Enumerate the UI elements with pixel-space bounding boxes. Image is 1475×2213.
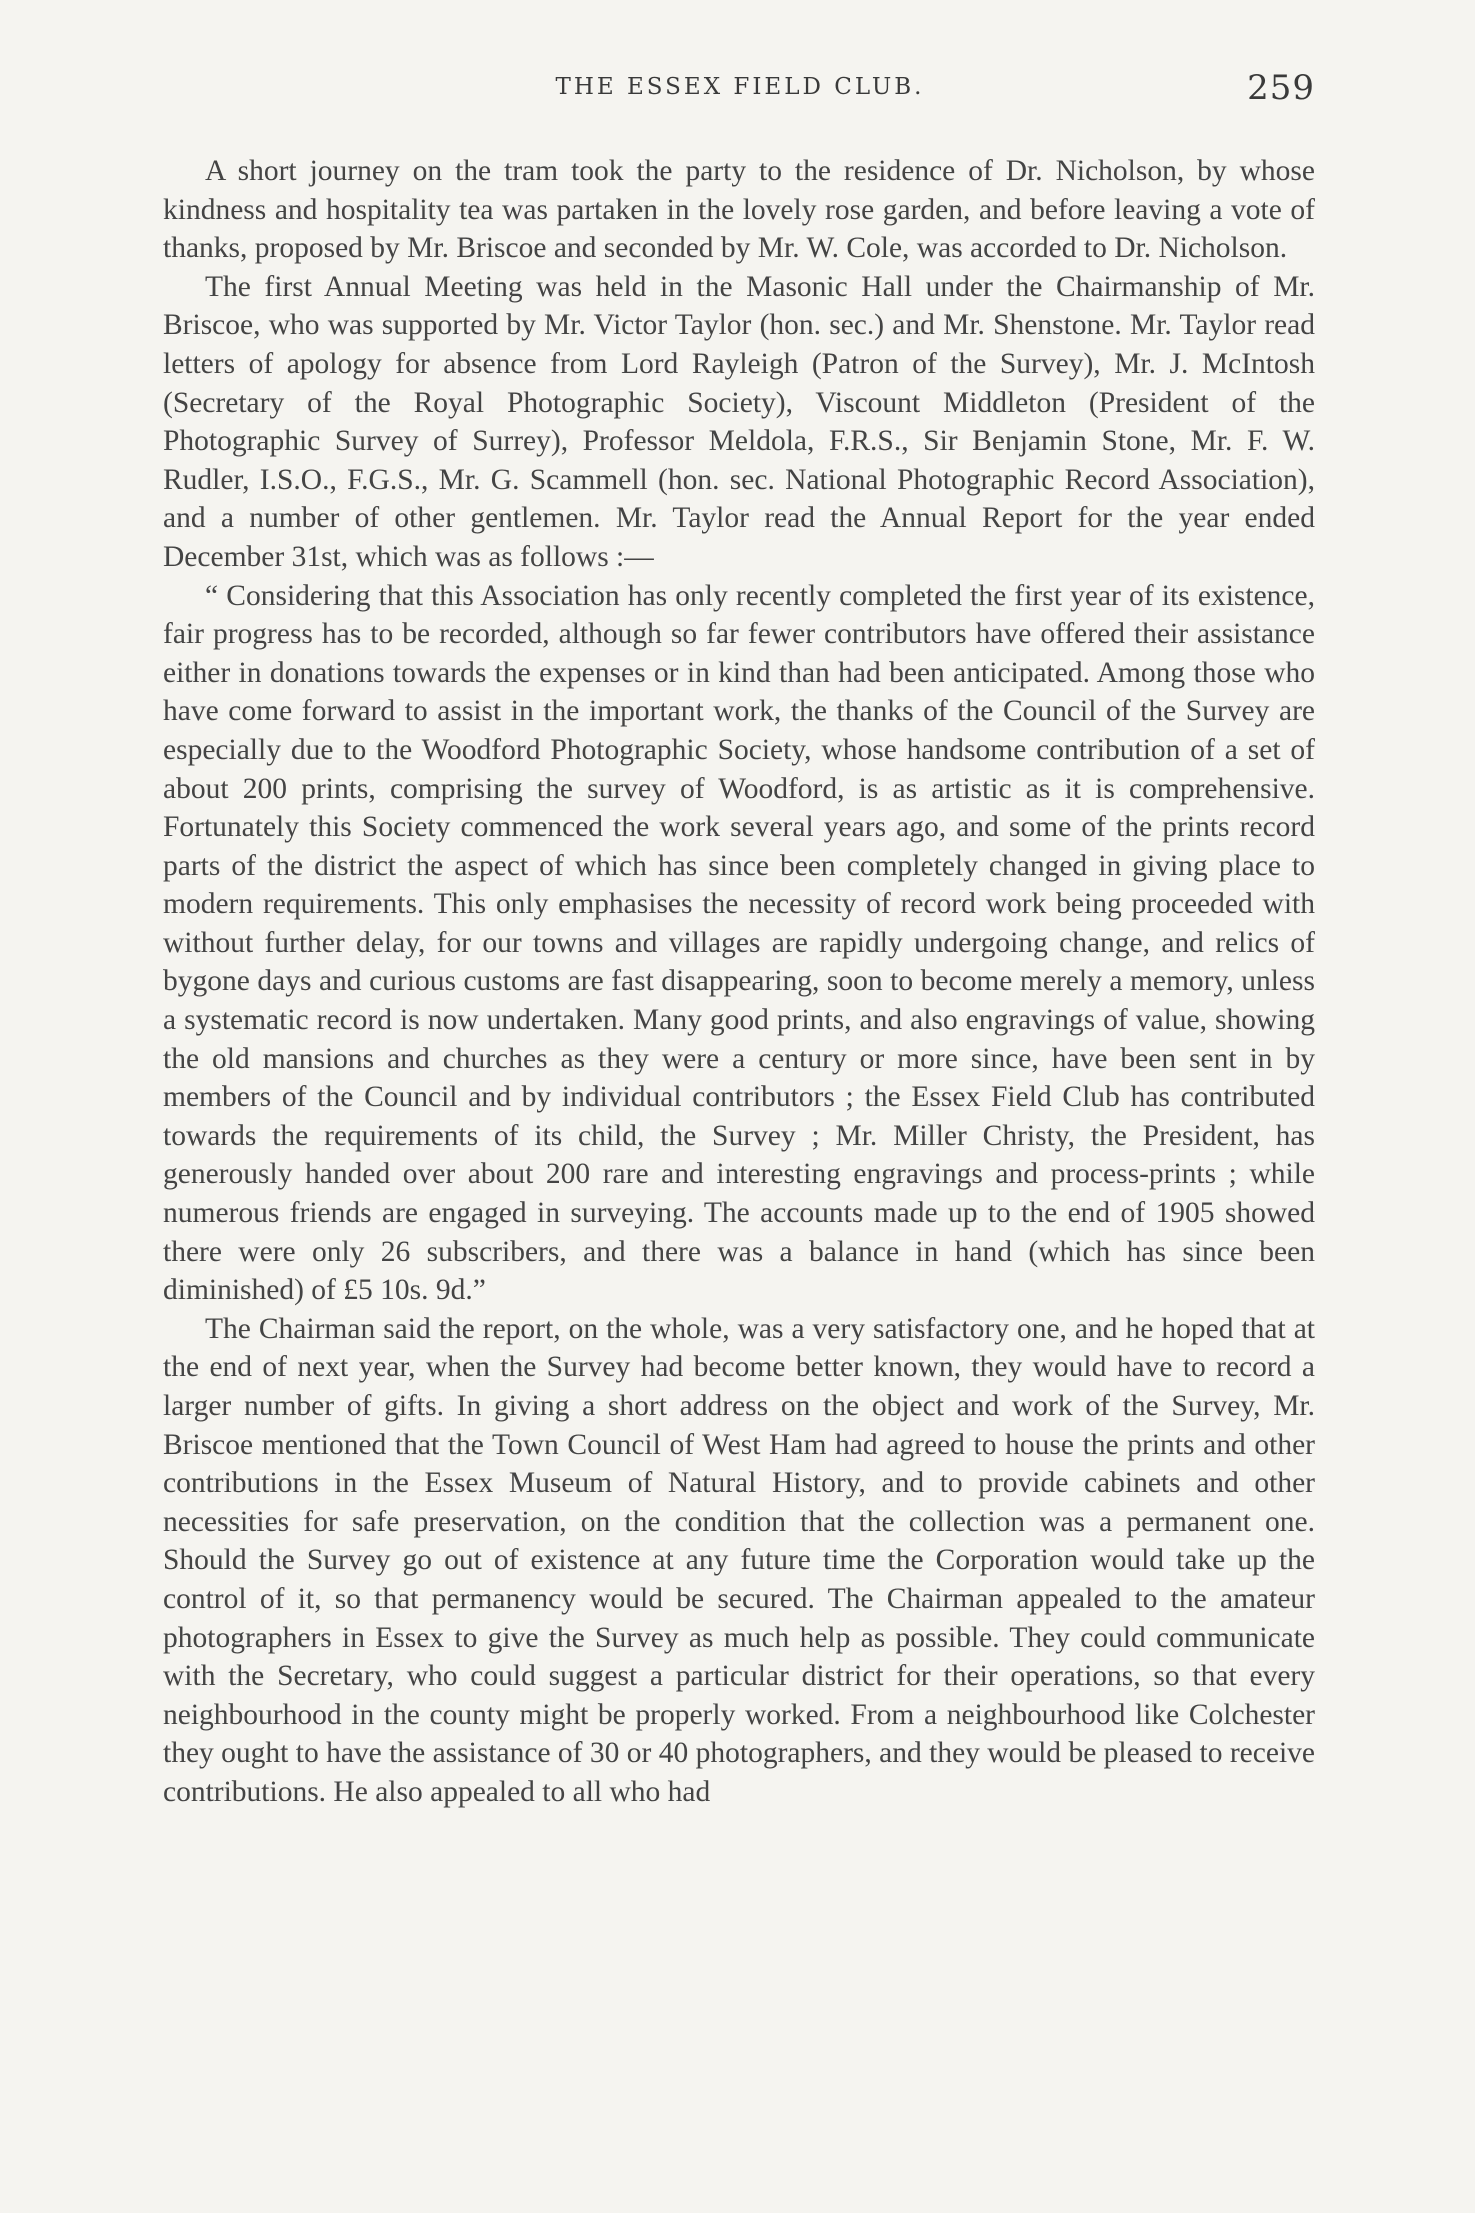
paragraph-annual-meeting: The first Annual Meeting was held in the Masonic Hall under the Chairmanship of Mr. Briscoe, who was supported by Mr. Victor Taylor (hon. sec.) and Mr. Shenstone. Mr. Taylor read letters of apology for absence from Lord Rayleigh (Patron of the Survey), Mr. J. McIntosh (Secretary of the Royal Photographic Society), Viscount Middleton (President of the Photographic Survey of Surrey), Professor Meldola, F.R.S., Sir Benjamin Stone, Mr. F. W. Rudler, I.S.O., F.G.S., Mr. G. Scammell (hon. sec. National Photographic Record Association), and a number of other gentlemen. Mr. Taylor read the Annual Report for the year ended December 31st, which was as follows :— — [163, 270, 1315, 573]
paragraph-chairman-address: The Chairman said the report, on the whole, was a very satisfactory one, and he hoped that at the end of next year, when the Survey had become better known, they would have to record a larger number of gifts. In giving a short address on the object and work of the Survey, Mr. Briscoe mentioned that the Town Council of West Ham had agreed to house the prints and other contributions in the Essex Museum of Natural History, and to provide cabinets and other necessities for safe preservation, on the condition that the collection was a permanent one. Should the Survey go out of existence at any future time the Corporation would take up the control of it, so that permanency would be secured. The Chairman appealed to the amateur photographers in Essex to give the Survey as much help as possible. They could communicate with the Secretary, who could suggest a particular district for their operations, so that every neighbourhood in the county might be properly worked. From a neighbourhood like Colchester they ought to have the assistance of 30 or 40 photographers, and they would be pleased to receive contributions. He also appealed to all who had — [163, 1312, 1315, 1808]
body-text — [163, 152, 1315, 1812]
page-header — [165, 68, 1315, 118]
paragraph-tram-journey: A short journey on the tram took the party to the residence of Dr. Nicholson, by whose kindness and hospitality tea was partaken in the lovely rose garden, and before leaving a vote of thanks, proposed by Mr. Briscoe and seconded by Mr. W. Cole, was accorded to Dr. Nicholson. — [163, 155, 1315, 265]
running-title: THE ESSEX FIELD CLUB. — [555, 74, 925, 100]
page-number: 259 — [1247, 68, 1315, 108]
paragraph-annual-report: “ Considering that this Association has only recently completed the first year of its existence, fair progress has to be recorded, although so far fewer contributors have offered their assistance either in donations towards the expenses or in kind than had been anticipated. Among those who have come forward to assist in the important work, the thanks of the Council of the Survey are especially due to the Woodford Photographic Society, whose handsome contribution of a set of about 200 prints, comprising the survey of Woodford, is as artistic as it is comprehensive. Fortunately this Society commenced the work several years ago, and some of the prints record parts of the district the aspect of which has since been completely changed in giving place to modern requirements. This only emphasises the necessity of record work being proceeded with without further delay, for our towns and villages are rapidly undergoing change, and relics of bygone days and curious customs are fast disappearing, soon to become merely a memory, unless a systematic record is now undertaken. Many good prints, and also engravings of value, showing the old mansions and churches as they were a century or more since, have been sent in by members of the Council and by individual contributors ; the Essex Field Club has contributed towards the requirements of its child, the Survey ; Mr. Miller Christy, the President, has generously handed over about 200 rare and interesting engravings and process-prints ; while numerous friends are engaged in surveying. The accounts made up to the end of 1905 showed there were only 26 subscribers, and there was a balance in hand (which has since been diminished) of £5 10s. 9d.” — [163, 579, 1315, 1307]
